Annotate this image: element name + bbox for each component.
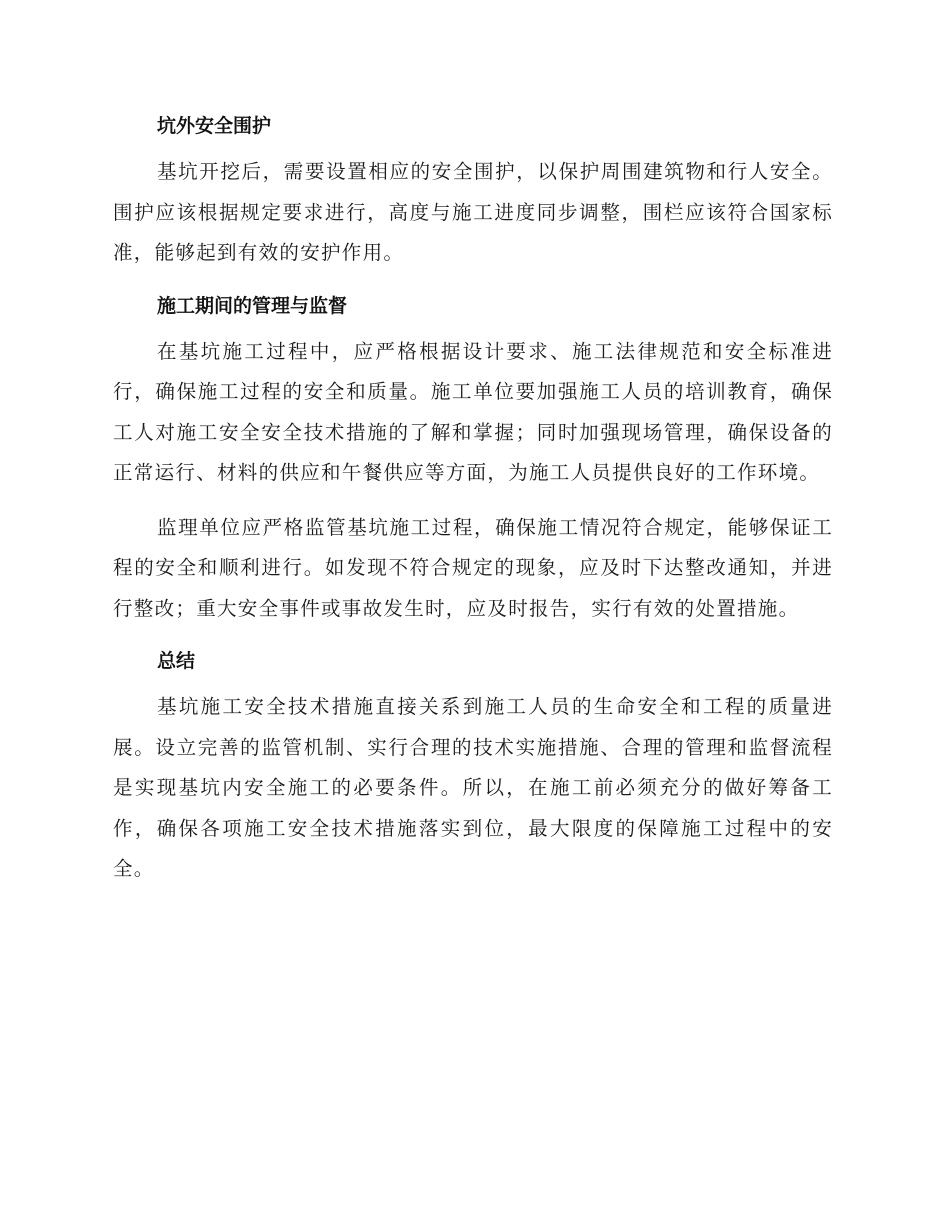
document-body: [113, 108, 833, 904]
paragraph-summary: 基坑施工安全技术措施直接关系到施工人员的生命安全和工程的质量进展。设立完善的监管机制、实行合理的技术实施措施、合理的管理和监督流程是实现基坑内安全施工的必要条件。所以，在施工前必须充分的做好筹备工作，确保各项施工安全技术措施落实到位，最大限度的保障施工过程中的安全。: [113, 695, 833, 880]
paragraph-construction-management: 在基坑施工过程中，应严格根据设计要求、施工法律规范和安全标准进行，确保施工过程的安全和质量。施工单位要加强施工人员的培训教育，确保工人对施工安全安全技术措施的了解和掌握；同时加强现场管理，确保设备的正常运行、材料的供应和午餐供应等方面，为施工人员提供良好的工作环境。: [113, 339, 833, 484]
paragraph-enclosure: 基坑开挖后，需要设置相应的安全围护，以保护周围建筑物和行人安全。围护应该根据规定要求进行，高度与施工进度同步调整，围栏应该符合国家标准，能够起到有效的安护作用。: [113, 160, 833, 264]
paragraph-supervision: 监理单位应严格监管基坑施工过程，确保施工情况符合规定，能够保证工程的安全和顺利进行。如发现不符合规定的现象，应及时下达整改通知，并进行整改；重大安全事件或事故发生时，应及时报告，实行有效的处置措施。: [113, 515, 833, 620]
section-heading-enclosure: 坑外安全围护: [157, 115, 272, 137]
section-heading-management: 施工期间的管理与监督: [157, 294, 348, 317]
section-heading-summary: 总结: [157, 650, 196, 672]
